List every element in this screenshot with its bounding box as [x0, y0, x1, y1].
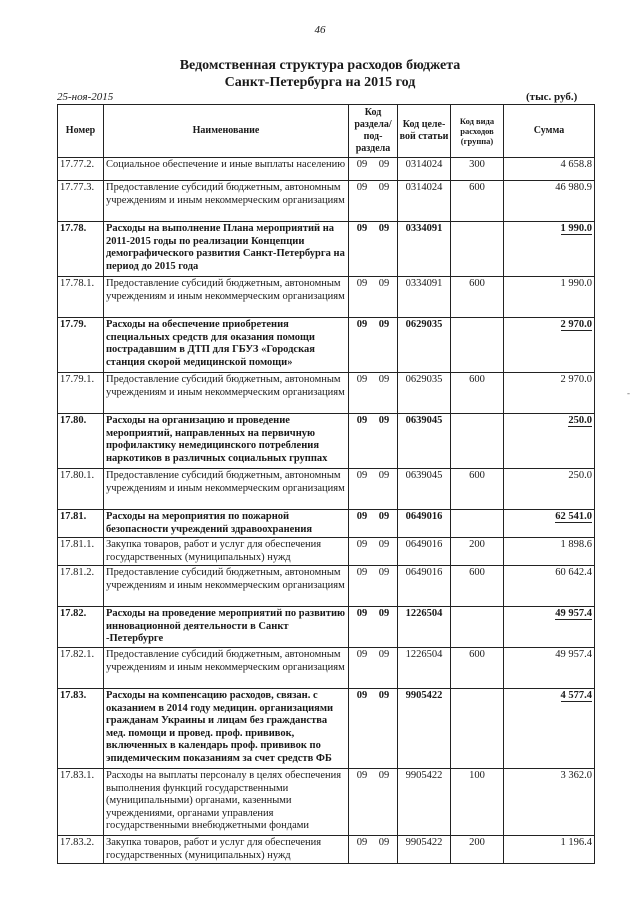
document-title-line-1: Ведомственная структура расходов бюджета: [179, 58, 461, 73]
row-sum-value: 49 957.4: [555, 608, 592, 619]
table-row: [58, 469, 595, 510]
table-row: [58, 510, 595, 538]
table-row: [58, 648, 595, 689]
row-sum: [504, 566, 595, 607]
table-row: [58, 277, 595, 318]
row-sum: [504, 414, 595, 469]
row-number: 17.79.1.: [58, 373, 104, 414]
row-sum: [504, 769, 595, 836]
row-section-code: [349, 318, 398, 373]
column-header-name: Наименование: [104, 105, 349, 158]
row-number: 17.81.1.: [58, 538, 104, 566]
section-code: 09: [356, 770, 368, 781]
row-article-code: 0629035: [398, 318, 451, 373]
row-name: Предоставление субсидий бюджетным, автономным учреждениям и иным некоммерческим организациям: [104, 277, 349, 318]
row-sum-value: 60 642.4: [555, 567, 592, 578]
row-section-code: [349, 689, 398, 769]
row-article-code: 1226504: [398, 648, 451, 689]
table-row: [58, 566, 595, 607]
row-section-code: [349, 469, 398, 510]
table-row: [58, 181, 595, 222]
row-expense-type: 600: [451, 469, 504, 510]
row-sum-value: 62 541.0: [555, 511, 592, 522]
row-article-code: 0649016: [398, 538, 451, 566]
row-expense-type: 100: [451, 769, 504, 836]
subsection-code: 09: [378, 511, 390, 522]
row-sum: [504, 689, 595, 769]
subsection-code: 09: [378, 770, 390, 781]
row-expense-type: 600: [451, 277, 504, 318]
row-section-code: [349, 414, 398, 469]
row-name: Расходы на организацию и проведение мероприятий, направленных на первичную профилактику немедицинского потребления наркотиков в различных социальных группах: [104, 414, 349, 469]
row-sum: [504, 318, 595, 373]
row-sum-value: 1 196.4: [560, 837, 592, 848]
row-section-code: [349, 769, 398, 836]
row-expense-type: 200: [451, 538, 504, 566]
section-code: 09: [356, 539, 368, 550]
table-row: [58, 689, 595, 769]
table-row: [58, 538, 595, 566]
row-sum-value: 4 577.4: [560, 690, 592, 701]
row-number: 17.80.1.: [58, 469, 104, 510]
row-expense-type: [451, 607, 504, 648]
page-number: 46: [314, 24, 326, 36]
subsection-code: 09: [378, 415, 390, 426]
row-sum-value: 1 990.0: [560, 223, 592, 234]
column-header-expense-type: Код вида расходов (группа): [451, 105, 504, 158]
table-body: [58, 158, 595, 864]
row-name: Расходы на проведение мероприятий по развитию инновационной деятельности в Санкт -Петербурге: [104, 607, 349, 648]
subsection-code: 09: [378, 159, 390, 170]
row-sum: [504, 181, 595, 222]
section-code: 09: [356, 567, 368, 578]
row-sum-value: 250.0: [568, 415, 592, 426]
section-code: 09: [356, 278, 368, 289]
row-sum: [504, 648, 595, 689]
row-section-code: [349, 158, 398, 181]
column-header-sum: Сумма: [504, 105, 595, 158]
subsection-code: 09: [378, 837, 390, 848]
section-code: 09: [356, 374, 368, 385]
row-section-code: [349, 277, 398, 318]
row-number: 17.83.1.: [58, 769, 104, 836]
row-article-code: 9905422: [398, 836, 451, 864]
row-number: 17.83.2.: [58, 836, 104, 864]
row-number: 17.77.2.: [58, 158, 104, 181]
row-expense-type: 200: [451, 836, 504, 864]
budget-table: [57, 104, 595, 864]
subsection-code: 09: [378, 649, 390, 660]
row-name: Расходы на мероприятия по пожарной безопасности учреждений здравоохранения: [104, 510, 349, 538]
row-name: Закупка товаров, работ и услуг для обеспечения государственных (муниципальных) нужд: [104, 538, 349, 566]
section-code: 09: [356, 319, 368, 330]
row-section-code: [349, 538, 398, 566]
row-section-code: [349, 648, 398, 689]
row-name: Закупка товаров, работ и услуг для обеспечения государственных (муниципальных) нужд: [104, 836, 349, 864]
row-article-code: 1226504: [398, 607, 451, 648]
row-name: Предоставление субсидий бюджетным, автономным учреждениям и иным некоммерческим организациям: [104, 648, 349, 689]
row-number: 17.78.: [58, 222, 104, 277]
row-sum-value: 3 362.0: [560, 770, 592, 781]
table-row: [58, 373, 595, 414]
table-row: [58, 414, 595, 469]
document-date: 25-ноя-2015: [57, 91, 114, 103]
subsection-code: 09: [378, 182, 390, 193]
row-article-code: 0629035: [398, 373, 451, 414]
row-expense-type: [451, 689, 504, 769]
row-article-code: 0649016: [398, 566, 451, 607]
row-number: 17.78.1.: [58, 277, 104, 318]
row-name: Расходы на обеспечение приобретения специальных средств для оказания помощи пострадавшим в ДТП для ГБУЗ «Городская станция скорой медицинской помощи»: [104, 318, 349, 373]
table-row: [58, 318, 595, 373]
row-name: Расходы на выплаты персоналу в целях обеспечения выполнения функций государственными (муниципальными) органами, казенными учреждениями, органами управления государственными внебюджетными фондами: [104, 769, 349, 836]
column-header-number: Номер: [58, 105, 104, 158]
row-sum: [504, 510, 595, 538]
table-row: [58, 158, 595, 181]
subsection-code: 09: [378, 374, 390, 385]
row-sum: [504, 607, 595, 648]
row-expense-type: [451, 510, 504, 538]
row-sum-value: 1 898.6: [560, 539, 592, 550]
row-sum: [504, 469, 595, 510]
section-code: 09: [356, 690, 368, 701]
section-code: 09: [356, 182, 368, 193]
subsection-code: 09: [378, 470, 390, 481]
section-code: 09: [356, 511, 368, 522]
row-section-code: [349, 566, 398, 607]
row-article-code: 0334091: [398, 222, 451, 277]
row-name: Предоставление субсидий бюджетным, автономным учреждениям и иным некоммерческим организациям: [104, 181, 349, 222]
row-section-code: [349, 607, 398, 648]
table-row: [58, 836, 595, 864]
row-sum-value: 2 970.0: [560, 319, 592, 330]
row-number: 17.82.: [58, 607, 104, 648]
row-number: 17.80.: [58, 414, 104, 469]
row-sum-value: 46 980.9: [555, 182, 592, 193]
row-article-code: 0639045: [398, 469, 451, 510]
row-number: 17.82.1.: [58, 648, 104, 689]
row-name: Предоставление субсидий бюджетным, автономным учреждениям и иным некоммерческим организациям: [104, 566, 349, 607]
row-sum: [504, 373, 595, 414]
row-expense-type: [451, 414, 504, 469]
document-title-line-2: Санкт-Петербурга на 2015 год: [224, 75, 416, 90]
row-sum: [504, 222, 595, 277]
section-code: 09: [356, 608, 368, 619]
row-number: 17.81.: [58, 510, 104, 538]
section-code: 09: [356, 837, 368, 848]
table-row: [58, 769, 595, 836]
row-name: Расходы на выполнение Плана мероприятий на 2011-2015 годы по реализации Концепции демографического развития Санкт-Петербурга на период до 2015 года: [104, 222, 349, 277]
section-code: 09: [356, 415, 368, 426]
section-code: 09: [356, 649, 368, 660]
row-section-code: [349, 373, 398, 414]
row-number: 17.77.3.: [58, 181, 104, 222]
row-section-code: [349, 222, 398, 277]
row-article-code: 0334091: [398, 277, 451, 318]
column-header-article: Код целе- вой статьи: [398, 105, 451, 158]
row-sum-value: 49 957.4: [555, 649, 592, 660]
row-expense-type: 600: [451, 373, 504, 414]
row-sum: [504, 836, 595, 864]
row-sum: [504, 538, 595, 566]
row-article-code: 9905422: [398, 769, 451, 836]
row-article-code: 0639045: [398, 414, 451, 469]
subsection-code: 09: [378, 567, 390, 578]
units-label: (тыс. руб.): [526, 91, 578, 103]
subsection-code: 09: [378, 690, 390, 701]
subsection-code: 09: [378, 319, 390, 330]
row-name: Предоставление субсидий бюджетным, автономным учреждениям и иным некоммерческим организациям: [104, 469, 349, 510]
row-sum: [504, 158, 595, 181]
row-article-code: 9905422: [398, 689, 451, 769]
row-sum: [504, 277, 595, 318]
section-code: 09: [356, 223, 368, 234]
row-article-code: 0314024: [398, 158, 451, 181]
row-section-code: [349, 181, 398, 222]
row-number: 17.83.: [58, 689, 104, 769]
row-sum-value: 4 658.8: [560, 159, 592, 170]
row-expense-type: 600: [451, 648, 504, 689]
row-article-code: 0649016: [398, 510, 451, 538]
row-section-code: [349, 836, 398, 864]
subsection-code: 09: [378, 223, 390, 234]
subsection-code: 09: [378, 539, 390, 550]
subsection-code: 09: [378, 608, 390, 619]
row-section-code: [349, 510, 398, 538]
row-name: Социальное обеспечение и иные выплаты населению: [104, 158, 349, 181]
row-expense-type: 600: [451, 566, 504, 607]
row-name: Расходы на компенсацию расходов, связан. с оказанием в 2014 году медицин. организациями гражданам Украины и лицам без гражданства мед. помощи и провед. проф. прививок, включенных в календарь проф. прививок по эпидемическим показаниям за счет средств ФБ: [104, 689, 349, 769]
section-code: 09: [356, 470, 368, 481]
row-sum-value: 2 970.0: [560, 374, 592, 385]
table-row: [58, 222, 595, 277]
edge-mark: -: [627, 388, 630, 398]
row-name: Предоставление субсидий бюджетным, автономным учреждениям и иным некоммерческим организациям: [104, 373, 349, 414]
row-expense-type: 300: [451, 158, 504, 181]
row-sum-value: 1 990.0: [560, 278, 592, 289]
table-header-row: [58, 105, 595, 158]
row-expense-type: [451, 318, 504, 373]
row-expense-type: [451, 222, 504, 277]
subsection-code: 09: [378, 278, 390, 289]
row-number: 17.79.: [58, 318, 104, 373]
column-header-section: Код раздела/ под- раздела: [349, 105, 398, 158]
row-number: 17.81.2.: [58, 566, 104, 607]
row-article-code: 0314024: [398, 181, 451, 222]
row-expense-type: 600: [451, 181, 504, 222]
table-row: [58, 607, 595, 648]
row-sum-value: 250.0: [568, 470, 592, 481]
section-code: 09: [356, 159, 368, 170]
